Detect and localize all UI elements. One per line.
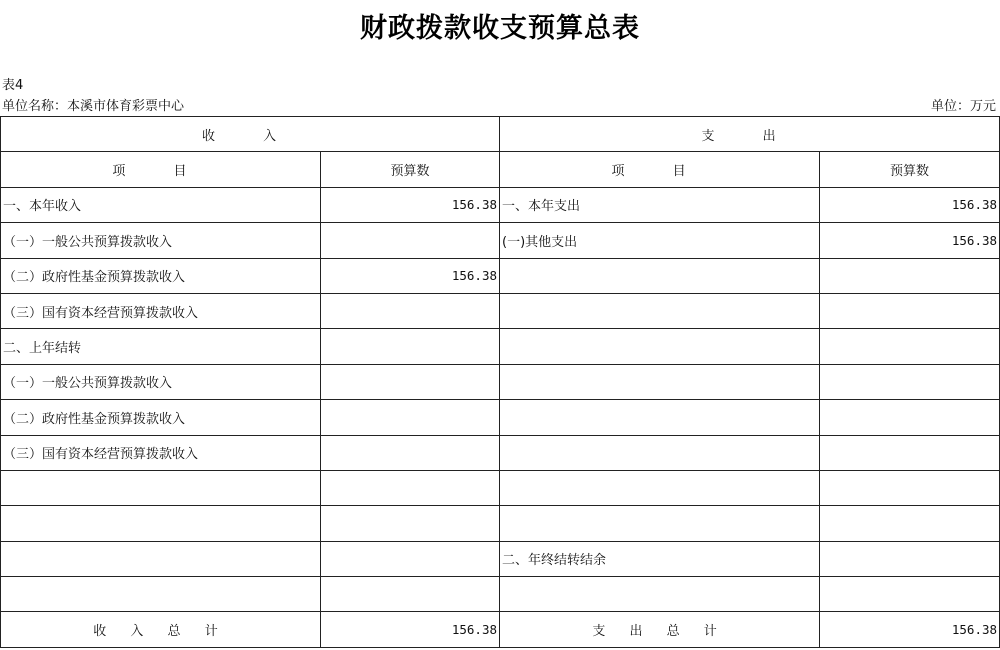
table-row [1,258,1000,293]
budget-table [0,116,1000,648]
expense-amount-cell [820,258,1000,293]
table-row [1,400,1000,435]
income-section-label: 收 入 [201,128,299,144]
table-row [1,435,1000,470]
income-amount-cell [321,435,500,470]
table-row [1,364,1000,399]
expense-item-cell: (一)其他支出 [500,223,820,258]
income-item-header [1,152,321,187]
income-item-header-label: 项 目 [112,164,209,180]
table-number: 表4 [2,78,24,93]
expense-item-cell: 一、本年支出 [500,187,820,222]
expense-item-cell [500,364,820,399]
income-item-cell: （一）一般公共预算拨款收入 [1,364,321,399]
income-item-cell: 二、上年结转 [1,329,321,364]
table-row [1,541,1000,576]
expense-amount-cell [820,506,1000,541]
table-row [1,293,1000,328]
expense-amount-cell [820,541,1000,576]
expense-amount-cell [820,293,1000,328]
expense-amount-cell [820,329,1000,364]
income-amount-cell [321,470,500,505]
income-section-header [1,117,500,152]
expense-item-cell: 二、年终结转结余 [500,541,820,576]
budget-table-body [1,117,1000,648]
income-amount-cell [321,400,500,435]
income-amount-cell [321,223,500,258]
expense-amount-cell [820,364,1000,399]
expense-item-header [500,152,820,187]
income-item-cell: （二）政府性基金预算拨款收入 [1,258,321,293]
expense-amount-cell: 156.38 [820,223,1000,258]
currency-unit: 单位：万元 [930,99,996,114]
income-item-cell: 一、本年收入 [1,187,321,222]
income-amount-cell [321,541,500,576]
income-item-cell: （三）国有资本经营预算拨款收入 [1,435,321,470]
income-amount-cell: 156.38 [321,258,500,293]
table-row [1,223,1000,258]
income-item-cell [1,470,321,505]
expense-item-cell [500,293,820,328]
expense-amount-cell [820,400,1000,435]
table-row [1,577,1000,612]
expense-item-cell [500,470,820,505]
expense-amount-cell [820,577,1000,612]
expense-item-header-label: 项 目 [611,164,708,180]
totals-row [1,612,1000,648]
expense-item-cell [500,258,820,293]
table-row [1,187,1000,222]
unit-name: 单位名称：本溪市体育彩票中心 [2,99,185,114]
table-row [1,506,1000,541]
income-budget-header: 预算数 [321,152,500,187]
income-total-amount: 156.38 [321,612,500,648]
expense-amount-cell: 156.38 [820,187,1000,222]
income-amount-cell: 156.38 [321,187,500,222]
income-item-cell: （三）国有资本经营预算拨款收入 [1,293,321,328]
income-amount-cell [321,329,500,364]
expense-budget-header: 预算数 [820,152,1000,187]
expense-section-header [500,117,1000,152]
income-amount-cell [321,364,500,399]
expense-item-cell [500,329,820,364]
income-amount-cell [321,577,500,612]
income-amount-cell [321,293,500,328]
income-item-cell: （一）一般公共预算拨款收入 [1,223,321,258]
table-row [1,470,1000,505]
expense-item-cell [500,435,820,470]
expense-item-cell [500,577,820,612]
expense-total-amount: 156.38 [820,612,1000,648]
expense-item-cell [500,506,820,541]
expense-amount-cell [820,470,1000,505]
column-header-row [1,152,1000,187]
income-total-label: 收 入 总 计 [1,612,321,648]
income-amount-cell [321,506,500,541]
income-item-cell [1,577,321,612]
income-item-cell [1,506,321,541]
income-item-cell [1,541,321,576]
income-item-cell: （二）政府性基金预算拨款收入 [1,400,321,435]
expense-total-label: 支 出 总 计 [500,612,820,648]
expense-section-label: 支 出 [701,128,798,144]
expense-amount-cell [820,435,1000,470]
page-title: 财政拨款收支预算总表 [360,13,640,44]
table-row [1,329,1000,364]
section-header-row [1,117,1000,152]
expense-item-cell [500,400,820,435]
